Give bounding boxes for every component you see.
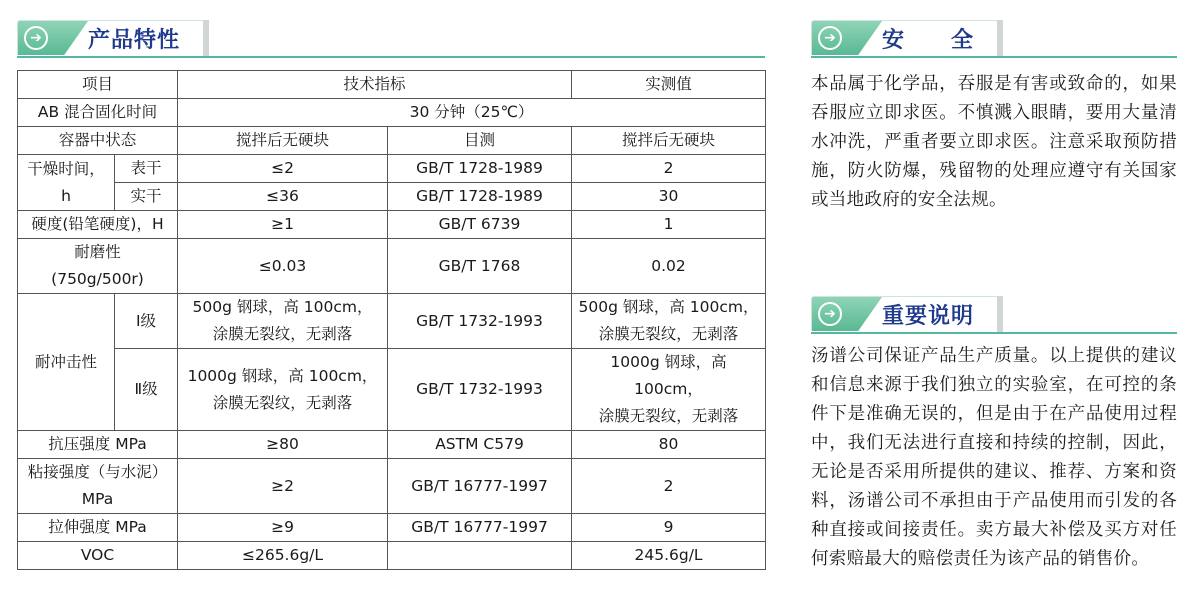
row-spec: 搅拌后无硬块 (178, 127, 388, 155)
header-tab (17, 20, 205, 55)
row-measured: 30 (572, 183, 766, 211)
row-method: GB/T 1728-1989 (388, 155, 572, 183)
row-method: GB/T 6739 (388, 211, 572, 239)
row-sublabel: Ⅰ级 (115, 294, 178, 349)
row-sublabel: 实干 (115, 183, 178, 211)
header-measured: 实测值 (572, 71, 766, 99)
arrow-right-circle-icon: ➔ (818, 26, 842, 50)
table-row (18, 349, 766, 431)
table-row (18, 239, 766, 294)
row-label: 耐磨性 (750g/500r) (18, 239, 178, 294)
header-tab (811, 296, 999, 331)
row-spec: ≥2 (178, 459, 388, 514)
table-row (18, 542, 766, 570)
row-sublabel: Ⅱ级 (115, 349, 178, 431)
row-spec: ≥80 (178, 431, 388, 459)
row-measured: 500g 钢球，高 100cm， 涂膜无裂纹，无剥落 (572, 294, 766, 349)
section-header-safety (811, 20, 1177, 60)
header-tab (811, 20, 999, 55)
header-spec: 技术指标 (178, 71, 572, 99)
row-label: 容器中状态 (18, 127, 178, 155)
row-label: 粘接强度（与水泥） MPa (18, 459, 178, 514)
section-title: 重要说明 (882, 304, 975, 329)
row-measured: 2 (572, 459, 766, 514)
arrow-right-circle-icon: ➔ (818, 302, 842, 326)
row-measured: 搅拌后无硬块 (572, 127, 766, 155)
row-measured: 245.6g/L (572, 542, 766, 570)
row-method: GB/T 16777-1997 (388, 459, 572, 514)
table-header-row (18, 71, 766, 99)
row-method: GB/T 1728-1989 (388, 183, 572, 211)
table-row (18, 127, 766, 155)
row-method: GB/T 16777-1997 (388, 514, 572, 542)
header-item: 项目 (18, 71, 178, 99)
header-rule (17, 56, 765, 58)
row-measured: 9 (572, 514, 766, 542)
row-measured: 0.02 (572, 239, 766, 294)
row-label: 抗压强度 MPa (18, 431, 178, 459)
section-header-properties (17, 20, 765, 60)
row-spec: ≤0.03 (178, 239, 388, 294)
header-rule (811, 332, 1177, 334)
row-spec: 500g 钢球，高 100cm， 涂膜无裂纹，无剥落 (178, 294, 388, 349)
row-spec: ≤2 (178, 155, 388, 183)
row-method: 目测 (388, 127, 572, 155)
section-title: 安 全 (882, 28, 975, 53)
row-spec: ≥9 (178, 514, 388, 542)
spec-table (17, 70, 766, 570)
row-label: 拉伸强度 MPa (18, 514, 178, 542)
row-label: AB 混合固化时间 (18, 99, 178, 127)
row-measured: 2 (572, 155, 766, 183)
row-measured: 1 (572, 211, 766, 239)
table-row (18, 99, 766, 127)
row-spec: ≥1 (178, 211, 388, 239)
row-spec: ≤36 (178, 183, 388, 211)
row-method: GB/T 1732-1993 (388, 294, 572, 349)
row-spec: 1000g 钢球，高 100cm， 涂膜无裂纹，无剥落 (178, 349, 388, 431)
row-method: GB/T 1732-1993 (388, 349, 572, 431)
table-row (18, 459, 766, 514)
table-row (18, 294, 766, 349)
row-label: 硬度(铅笔硬度)，H (18, 211, 178, 239)
section-header-notice (811, 296, 1177, 336)
row-spec: ≤265.6g/L (178, 542, 388, 570)
row-label: VOC (18, 542, 178, 570)
table-row (18, 431, 766, 459)
arrow-right-circle-icon: ➔ (24, 26, 48, 50)
table-row (18, 514, 766, 542)
header-rule (811, 56, 1177, 58)
safety-text: 本品属于化学品，吞服是有害或致命的，如果吞服应立即求医。不慎溅入眼睛，要用大量清水冲洗，严重者要立即求医。注意采取预防措施，防火防爆，残留物的处理应遵守有关国家或当地政府的安全法规。 (811, 74, 1177, 210)
notice-text: 汤谱公司保证产品生产质量。以上提供的建议和信息来源于我们独立的实验室，在可控的条件下是准确无误的，但是由于在产品使用过程中，我们无法进行直接和持续的控制，因此，无论是否采用所提供的建议、推荐、方案和资料，汤谱公司不承担由于产品使用而引发的各种直接或间接责任。卖方最大补偿及买方对任何索赔最大的赔偿责任为该产品的销售价。 (811, 346, 1177, 569)
row-sublabel: 表干 (115, 155, 178, 183)
row-method: GB/T 1768 (388, 239, 572, 294)
table-row (18, 183, 766, 211)
row-method (388, 542, 572, 570)
row-method: ASTM C579 (388, 431, 572, 459)
row-value: 30 分钟（25℃） (178, 99, 766, 127)
row-label: 耐冲击性 (18, 294, 115, 431)
table-row (18, 155, 766, 183)
row-measured: 1000g 钢球，高 100cm， 涂膜无裂纹，无剥落 (572, 349, 766, 431)
row-label: 干燥时间， h (18, 155, 115, 211)
row-measured: 80 (572, 431, 766, 459)
table-row (18, 211, 766, 239)
section-title: 产品特性 (88, 28, 181, 53)
